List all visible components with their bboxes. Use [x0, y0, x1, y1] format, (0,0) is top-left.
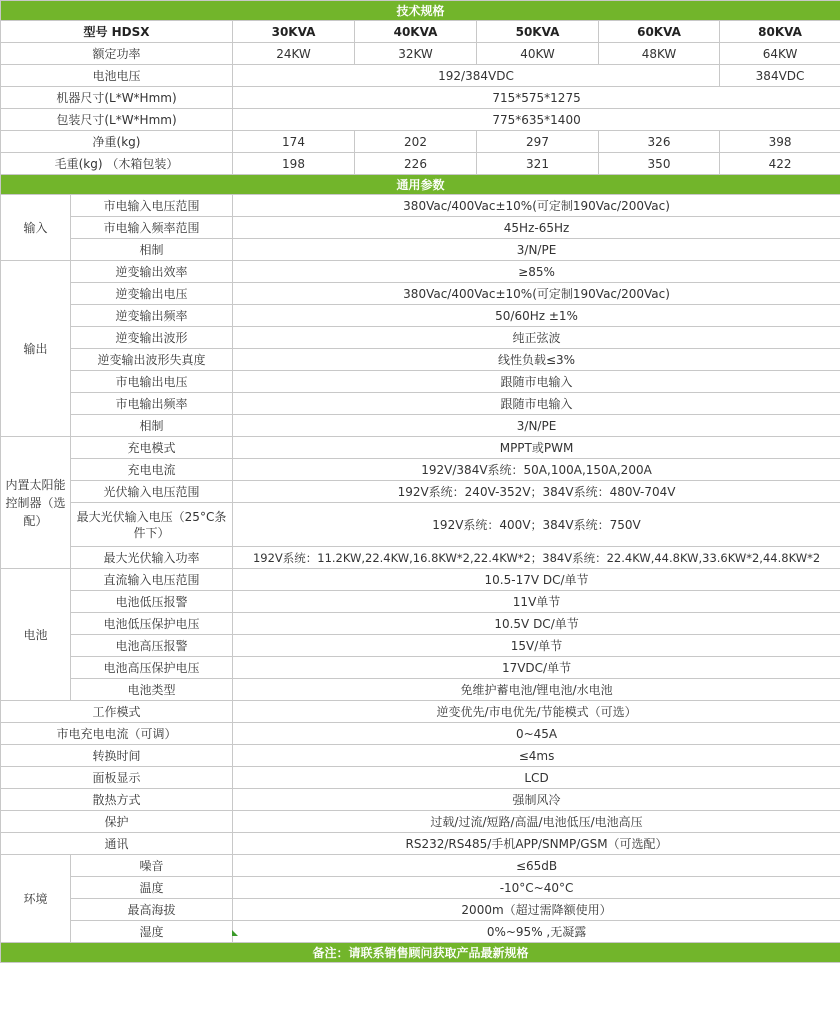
spec-value: 强制风冷	[233, 789, 840, 811]
battery-voltage-value-b: 384VDC	[720, 65, 840, 87]
spec-label: 工作模式	[1, 701, 233, 723]
rated-power-label: 额定功率	[1, 43, 233, 65]
spec-row	[1, 569, 840, 591]
spec-value: 逆变优先/市电优先/节能模式（可选）	[233, 701, 840, 723]
spec-value: 15V/单节	[233, 635, 840, 657]
spec-value: 192V/384V系统：50A,100A,150A,200A	[233, 459, 840, 481]
spec-label: 逆变输出波形失真度	[71, 349, 233, 371]
battery-voltage-value-a: 192/384VDC	[233, 65, 720, 87]
spec-value: 纯正弦波	[233, 327, 840, 349]
net-weight-value: 297	[477, 131, 599, 153]
spec-row	[1, 371, 840, 393]
spec-row	[1, 833, 840, 855]
spec-value: ≤65dB	[233, 855, 840, 877]
spec-row	[1, 921, 840, 943]
spec-value: 2000m（超过需降额使用）	[233, 899, 840, 921]
spec-value: 192V系统：11.2KW,22.4KW,16.8KW*2,22.4KW*2；384V系统：22.4KW,44.8KW,33.6KW*2,44.8KW*2	[233, 547, 840, 569]
group-label-battery: 电池	[1, 569, 71, 701]
spec-row	[1, 503, 840, 547]
model-50kva: 50KVA	[477, 21, 599, 43]
spec-row	[1, 701, 840, 723]
spec-value: -10°C~40°C	[233, 877, 840, 899]
spec-value: 3/N/PE	[233, 415, 840, 437]
spec-label: 最大光伏输入电压（25°C条件下）	[71, 503, 233, 547]
spec-value: 线性负载≤3%	[233, 349, 840, 371]
spec-label: 最高海拔	[71, 899, 233, 921]
group-label-output: 输出	[1, 261, 71, 437]
gross-weight-value: 422	[720, 153, 840, 175]
section-header-tech-spec: 技术规格	[1, 1, 840, 21]
rated-power-value: 40KW	[477, 43, 599, 65]
model-80kva: 80KVA	[720, 21, 840, 43]
spec-row	[1, 305, 840, 327]
spec-row	[1, 459, 840, 481]
spec-label: 市电输出频率	[71, 393, 233, 415]
group-label-environment: 环境	[1, 855, 71, 943]
net-weight-row	[1, 131, 840, 153]
spec-label: 散热方式	[1, 789, 233, 811]
spec-label: 噪音	[71, 855, 233, 877]
machine-size-value: 715*575*1275	[233, 87, 840, 109]
spec-row	[1, 635, 840, 657]
spec-label: 逆变输出波形	[71, 327, 233, 349]
spec-label: 逆变输出效率	[71, 261, 233, 283]
model-label: 型号 HDSX	[1, 21, 233, 43]
package-size-value: 775*635*1400	[233, 109, 840, 131]
spec-label: 电池高压报警	[71, 635, 233, 657]
rated-power-value: 64KW	[720, 43, 840, 65]
spec-row	[1, 877, 840, 899]
spec-label: 直流输入电压范围	[71, 569, 233, 591]
spec-label: 通讯	[1, 833, 233, 855]
rated-power-row	[1, 43, 840, 65]
spec-value: 380Vac/400Vac±10%(可定制190Vac/200Vac)	[233, 283, 840, 305]
spec-value: RS232/RS485/手机APP/SNMP/GSM（可选配）	[233, 833, 840, 855]
cell-corner-marker-icon	[232, 930, 238, 936]
rated-power-value: 24KW	[233, 43, 355, 65]
gross-weight-value: 226	[355, 153, 477, 175]
spec-label: 相制	[71, 239, 233, 261]
spec-row	[1, 745, 840, 767]
spec-value: 0%~95% ,无凝露	[233, 921, 840, 943]
net-weight-label: 净重(kg)	[1, 131, 233, 153]
spec-value: 3/N/PE	[233, 239, 840, 261]
spec-row	[1, 239, 840, 261]
spec-label: 市电输入电压范围	[71, 195, 233, 217]
model-row	[1, 21, 840, 43]
spec-value: 过载/过流/短路/高温/电池低压/电池高压	[233, 811, 840, 833]
spec-label: 逆变输出频率	[71, 305, 233, 327]
spec-value: 0~45A	[233, 723, 840, 745]
spec-row	[1, 261, 840, 283]
spec-label: 市电输入频率范围	[71, 217, 233, 239]
spec-label: 充电电流	[71, 459, 233, 481]
spec-label: 面板显示	[1, 767, 233, 789]
spec-row	[1, 393, 840, 415]
spec-row	[1, 899, 840, 921]
spec-value: MPPT或PWM	[233, 437, 840, 459]
machine-size-label: 机器尺寸(L*W*Hmm)	[1, 87, 233, 109]
machine-size-row	[1, 87, 840, 109]
battery-voltage-label: 电池电压	[1, 65, 233, 87]
spec-row	[1, 327, 840, 349]
model-40kva: 40KVA	[355, 21, 477, 43]
spec-row	[1, 679, 840, 701]
spec-label: 电池低压报警	[71, 591, 233, 613]
spec-value: 跟随市电输入	[233, 371, 840, 393]
spec-label: 温度	[71, 877, 233, 899]
spec-value: LCD	[233, 767, 840, 789]
spec-label: 市电输出电压	[71, 371, 233, 393]
spec-value: 10.5V DC/单节	[233, 613, 840, 635]
spec-row	[1, 217, 840, 239]
spec-label: 相制	[71, 415, 233, 437]
spec-row	[1, 767, 840, 789]
spec-label: 逆变输出电压	[71, 283, 233, 305]
net-weight-value: 202	[355, 131, 477, 153]
net-weight-value: 398	[720, 131, 840, 153]
section-header-general: 通用参数	[1, 175, 840, 195]
spec-value: ≤4ms	[233, 745, 840, 767]
rated-power-value: 32KW	[355, 43, 477, 65]
gross-weight-value: 198	[233, 153, 355, 175]
spec-value: 17VDC/单节	[233, 657, 840, 679]
spec-label: 最大光伏输入功率	[71, 547, 233, 569]
spec-label: 市电充电电流（可调）	[1, 723, 233, 745]
spec-row	[1, 481, 840, 503]
spec-label: 保护	[1, 811, 233, 833]
spec-row	[1, 415, 840, 437]
spec-value: 免维护蓄电池/锂电池/水电池	[233, 679, 840, 701]
gross-weight-value: 321	[477, 153, 599, 175]
net-weight-value: 326	[599, 131, 720, 153]
spec-value: 45Hz-65Hz	[233, 217, 840, 239]
gross-weight-value: 350	[599, 153, 720, 175]
spec-row	[1, 789, 840, 811]
spec-label: 充电模式	[71, 437, 233, 459]
spec-value: ≥85%	[233, 261, 840, 283]
spec-row	[1, 591, 840, 613]
spec-value: 50/60Hz ±1%	[233, 305, 840, 327]
model-30kva: 30KVA	[233, 21, 355, 43]
spec-value: 380Vac/400Vac±10%(可定制190Vac/200Vac)	[233, 195, 840, 217]
gross-weight-row	[1, 153, 840, 175]
spec-row	[1, 349, 840, 371]
spec-value: 跟随市电输入	[233, 393, 840, 415]
model-60kva: 60KVA	[599, 21, 720, 43]
spec-label: 电池高压保护电压	[71, 657, 233, 679]
spec-label: 转换时间	[1, 745, 233, 767]
spec-value: 11V单节	[233, 591, 840, 613]
spec-row	[1, 657, 840, 679]
spec-label: 光伏输入电压范围	[71, 481, 233, 503]
spec-label: 电池类型	[71, 679, 233, 701]
rated-power-value: 48KW	[599, 43, 720, 65]
group-label-solar: 内置太阳能控制器（选配）	[1, 437, 71, 569]
footer-note: 备注：请联系销售顾问获取产品最新规格	[1, 943, 840, 963]
spec-row	[1, 283, 840, 305]
spec-label: 湿度	[71, 921, 233, 943]
spec-value: 192V系统：240V-352V；384V系统：480V-704V	[233, 481, 840, 503]
spec-row	[1, 613, 840, 635]
spec-label: 电池低压保护电压	[71, 613, 233, 635]
package-size-row	[1, 109, 840, 131]
spec-row	[1, 437, 840, 459]
net-weight-value: 174	[233, 131, 355, 153]
package-size-label: 包装尺寸(L*W*Hmm)	[1, 109, 233, 131]
spec-row	[1, 855, 840, 877]
spec-row	[1, 811, 840, 833]
spec-value: 192V系统：400V；384V系统：750V	[233, 503, 840, 547]
gross-weight-label: 毛重(kg) （木箱包装）	[1, 153, 233, 175]
spec-row	[1, 195, 840, 217]
spec-row	[1, 547, 840, 569]
group-label-input: 输入	[1, 195, 71, 261]
battery-voltage-row	[1, 65, 840, 87]
spec-row	[1, 723, 840, 745]
spec-value: 10.5-17V DC/单节	[233, 569, 840, 591]
